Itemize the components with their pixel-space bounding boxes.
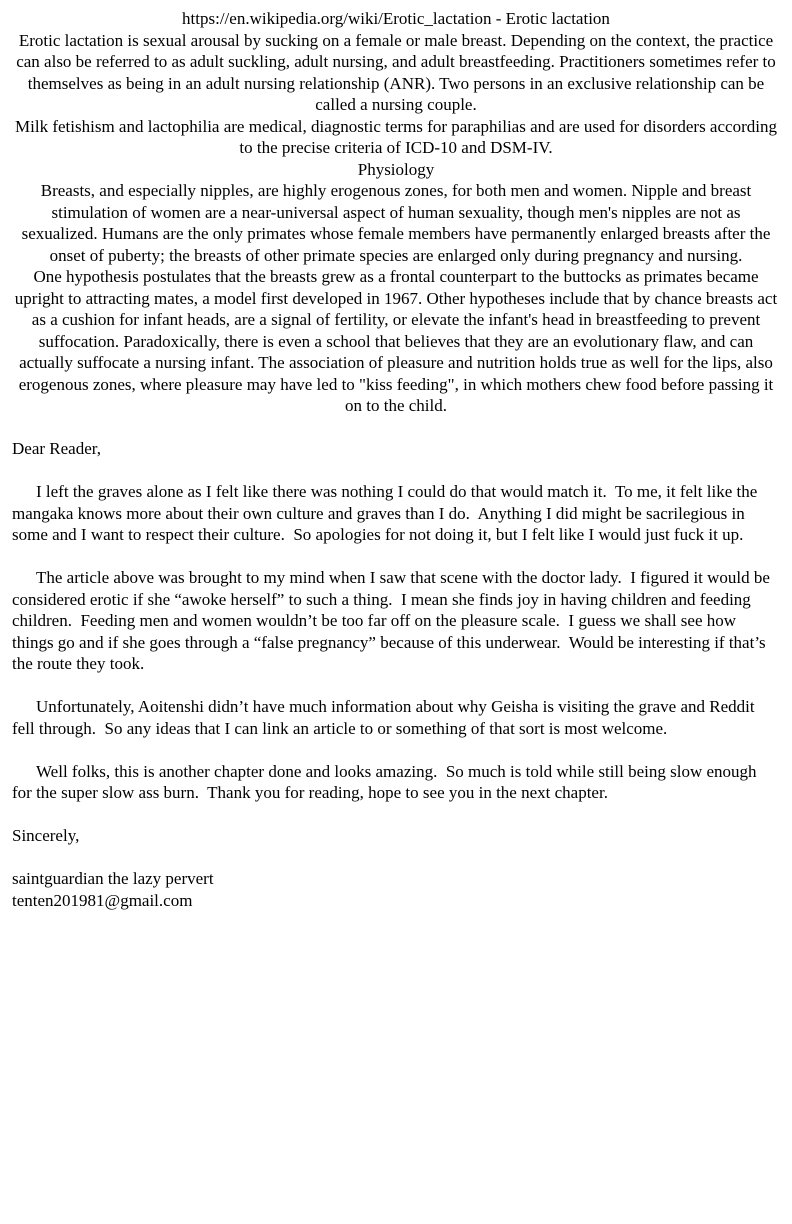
wiki-paragraph: One hypothesis postulates that the breasts grew as a frontal counterpart to the buttocks as primates became upright to attracting mates, a model first developed in 1967. Other hypotheses include that by chance breasts act as a cushion for infant heads, are a signal of fertility, or elevate the infant's head in breastfeeding to prevent suffocation. Paradoxically, there is even a school that believes that they are an evolutionary flaw, and can actually suffocate a nursing infant. The association of pleasure and nutrition holds true as well for the lips, also erogenous zones, where pleasure may have led to "kiss feeding", in which mothers chew food before passing it on to the child.: [14, 267, 778, 415]
letter-paragraph: Unfortunately, Aoitenshi didn’t have much information about why Geisha is visiting the grave and Reddit fell through. So any ideas that I can link an article to or something of that sort is most welcome.: [12, 697, 759, 738]
wiki-paragraph: Breasts, and especially nipples, are highly erogenous zones, for both men and women. Nipple and breast stimulation of women are a near-universal aspect of human sexuality, though men's nipples are not as sexualized. Humans are the only primates whose female members have permanently enlarged breasts after the onset of puberty; the breasts of other primate species are enlarged only during pregnancy and nursing.: [21, 181, 771, 265]
signature-email: tenten201981@gmail.com: [12, 890, 193, 910]
letter-paragraph: Well folks, this is another chapter done and looks amazing. So much is told while still being slow enough for the super slow ass burn. Thank you for reading, hope to see you in the next chapter.: [12, 761, 761, 802]
letter-paragraph: I left the graves alone as I felt like there was nothing I could do that would match it. To me, it felt like the mangaka knows more about their own culture and graves than I do. Anything I did might be sacrilegious in some and I want to respect their culture. So apologies for not doing it, but I felt like I would just fuck it up.: [12, 482, 762, 544]
physiology-heading: Physiology: [357, 159, 435, 179]
source-title-line: https://en.wikipedia.org/wiki/Erotic_lactation - Erotic lactation: [182, 9, 610, 28]
wiki-paragraph: Milk fetishism and lactophilia are medical, diagnostic terms for paraphilias and are used for disorders according to the precise criteria of ICD-10 and DSM-IV.: [15, 116, 777, 157]
wiki-paragraph: Erotic lactation is sexual arousal by sucking on a female or male breast. Depending on the context, the practice can also be referred to as adult suckling, adult nursing, and adult breastfeeding. Practitioners sometimes refer to themselves as being in an adult nursing relationship (ANR). Two persons in an exclusive relationship can be called a nursing couple.: [16, 30, 776, 114]
signature-name: saintguardian the lazy pervert: [12, 869, 214, 888]
letter-paragraph: The article above was brought to my mind when I saw that scene with the doctor lady. I figured it would be considered erotic if she “awoke herself” to such a thing. I mean she finds joy in having children and feeding children. Feeding men and women wouldn’t be too far off on the pleasure scale. I guess we shall see how things go and if she goes through a “false pregnancy” because of this underwear. Would be interesting if that’s the route they took.: [12, 568, 775, 673]
letter-closing: Sincerely,: [12, 826, 80, 845]
letter-section: [12, 438, 780, 911]
wiki-excerpt-section: [12, 8, 780, 417]
letter-salutation: Dear Reader,: [12, 439, 101, 458]
